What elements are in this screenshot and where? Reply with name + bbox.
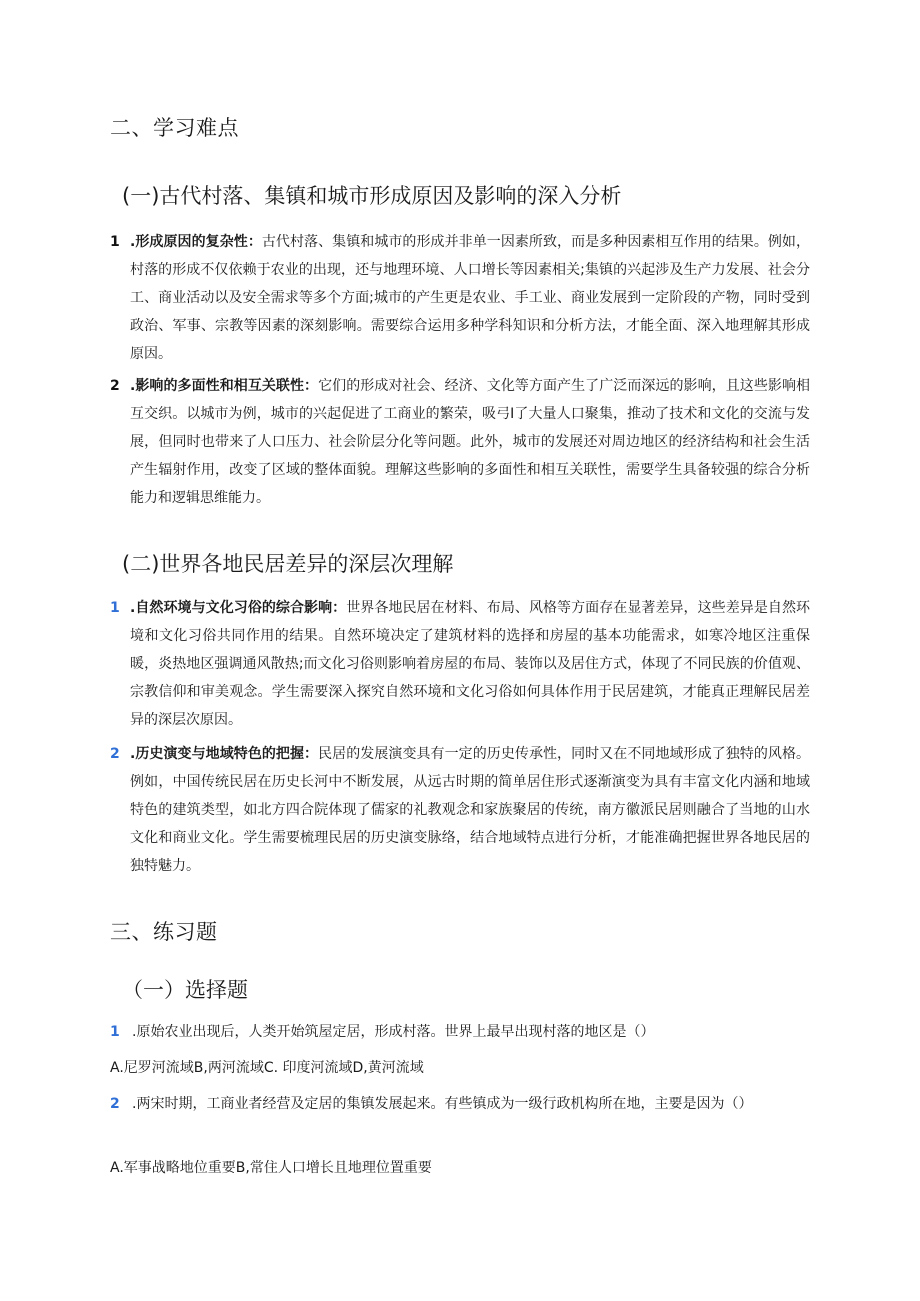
item-paragraph (130, 594, 810, 734)
item-lead: .历史演变与地域特色的把握： (130, 746, 319, 762)
section-heading-difficulties: 二、学习难点 (110, 116, 239, 140)
item-number: 2 (110, 746, 120, 762)
subsection-heading-villages-cities: (一)古代村落、集镇和城市形成原因及影响的深入分析 (122, 184, 622, 208)
question-item (110, 1090, 810, 1118)
question-text: .原始农业出现后，人类开始筑屋定居，形成村落。世界上最早出现村落的地区是（） (132, 1024, 655, 1040)
item-lead: .影响的多面性和相互关联性： (130, 378, 319, 394)
item-number: 1 (110, 600, 120, 616)
question-options: A.军事战略地位重要B,常住人口增长且地理位置重要 (110, 1160, 432, 1176)
question-options: A.尼罗河流域B,两河流域C. 印度河流域D,黄河流域 (110, 1060, 424, 1076)
question-number: 1 (110, 1024, 120, 1040)
item-number: 2 (110, 378, 120, 394)
list-item (110, 740, 810, 880)
item-body: 它们的形成对社会、经济、文化等方面产生了广泛而深远的影响，且这些影响相互交织。以城市为例，城市的兴起促进了工商业的繁荣，吸弓I了大量人口聚集，推动了技术和文化的交流与发展，但同时也带来了人口压力、社会阶层分化等问题。此外，城市的发展还对周边地区的经济结构和社会生活产生辐射作用，改变了区域的整体面貌。理解这些影响的多面性和相互关联性，需要学生具备较强的综合分析能力和逻辑思维能力。 (130, 378, 810, 506)
item-paragraph (130, 228, 810, 368)
subsection-heading-dwellings: (二)世界各地民居差异的深层次理解 (122, 552, 454, 576)
item-paragraph (130, 372, 810, 512)
item-body: 民居的发展演变具有一定的历史传承性，同时又在不同地域形成了独特的风格。例如，中国传统民居在历史长河中不断发展，从远古时期的简单居住形式逐渐演变为具有丰富文化内涵和地域特色的建筑类型，如北方四合院体现了儒家的礼教观念和家族聚居的传统，南方徽派民居则融合了当地的山水文化和商业文化。学生需要梳理民居的历史演变脉络，结合地域特点进行分析，才能准确把握世界各地民居的独特魅力。 (130, 746, 810, 874)
item-body: 古代村落、集镇和城市的形成并非单一因素所致，而是多种因素相互作用的结果。例如，村落的形成不仅依赖于农业的出现，还与地理环境、人口增长等因素相关;集镇的兴起涉及生产力发展、社会分工、商业活动以及安全需求等多个方面;城市的产生更是农业、手工业、商业发展到一定阶段的产物，同时受到政治、军事、宗教等因素的深刻影响。需要综合运用多种学科知识和分析方法，才能全面、深入地理解其形成原因。 (130, 234, 810, 362)
list-item (110, 594, 810, 734)
question-text: .两宋时期，工商业者经营及定居的集镇发展起来。有些镇成为一级行政机构所在地，主要是因为（） (132, 1096, 753, 1112)
item-lead: .形成原因的复杂性： (130, 234, 262, 250)
item-lead: .自然环境与文化习俗的综合影响： (130, 600, 347, 616)
item-paragraph (130, 740, 810, 880)
question-number: 2 (110, 1096, 120, 1112)
item-number: 1 (110, 234, 120, 250)
section-heading-exercises: 三、练习题 (110, 920, 218, 944)
subsection-heading-multiple-choice: （一）选择题 (122, 978, 248, 1002)
list-item (110, 372, 810, 512)
question-item (110, 1018, 810, 1046)
list-item (110, 228, 810, 368)
item-body: 世界各地民居在材料、布局、风格等方面存在显著差异，这些差异是自然环境和文化习俗共同作用的结果。自然环境决定了建筑材料的选择和房屋的基本功能需求，如寒冷地区注重保暖，炎热地区强调通风散热;而文化习俗则影响着房屋的布局、装饰以及居住方式，体现了不同民族的价值观、宗教信仰和审美观念。学生需要深入探究自然环境和文化习俗如何具体作用于民居建筑，才能真正理解民居差异的深层次原因。 (130, 600, 810, 728)
